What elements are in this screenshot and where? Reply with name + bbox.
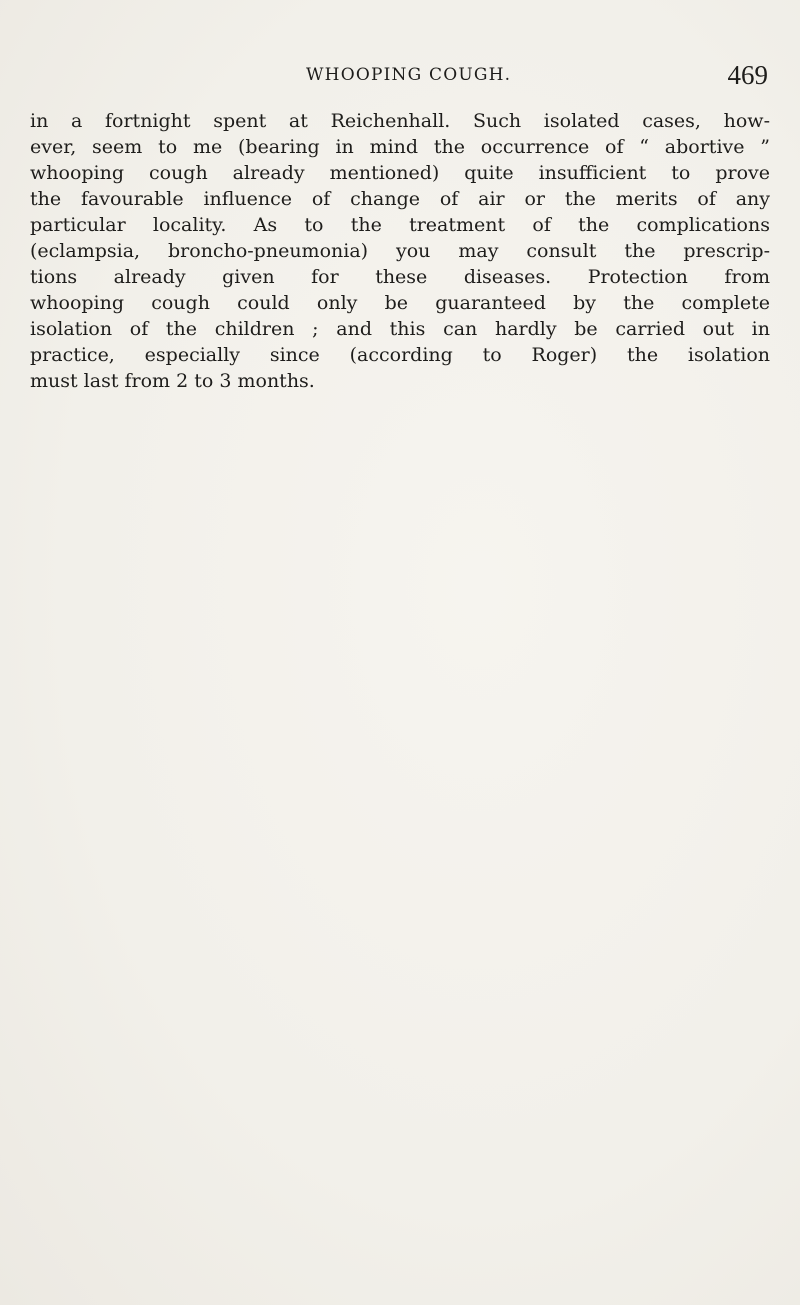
page-number: 469 — [727, 60, 768, 90]
text-line: particular locality. As to the treatment of the complications — [30, 214, 770, 236]
page-header — [0, 58, 800, 92]
text-line: (eclampsia, broncho-pneumonia) you may consult the prescrip- — [30, 240, 770, 262]
text-line: whooping cough already mentioned) quite insufficient to prove — [30, 162, 770, 184]
text-line: whooping cough could only be guaranteed by the complete — [30, 292, 770, 314]
body-paragraph — [30, 108, 770, 394]
text-line: tions already given for these diseases. Protection from — [30, 266, 770, 288]
text-line: in a fortnight spent at Reichenhall. Such isolated cases, how- — [30, 110, 770, 132]
text-line: practice, especially since (according to Roger) the isolation — [30, 344, 770, 366]
running-head: WHOOPING COUGH. — [306, 65, 512, 85]
text-line: the favourable influence of change of air or the merits of any — [30, 188, 770, 210]
text-line: isolation of the children ; and this can hardly be carried out in — [30, 318, 770, 340]
text-line: must last from 2 to 3 months. — [30, 370, 315, 392]
text-line: ever, seem to me (bearing in mind the occurrence of “ abortive ” — [30, 136, 770, 158]
